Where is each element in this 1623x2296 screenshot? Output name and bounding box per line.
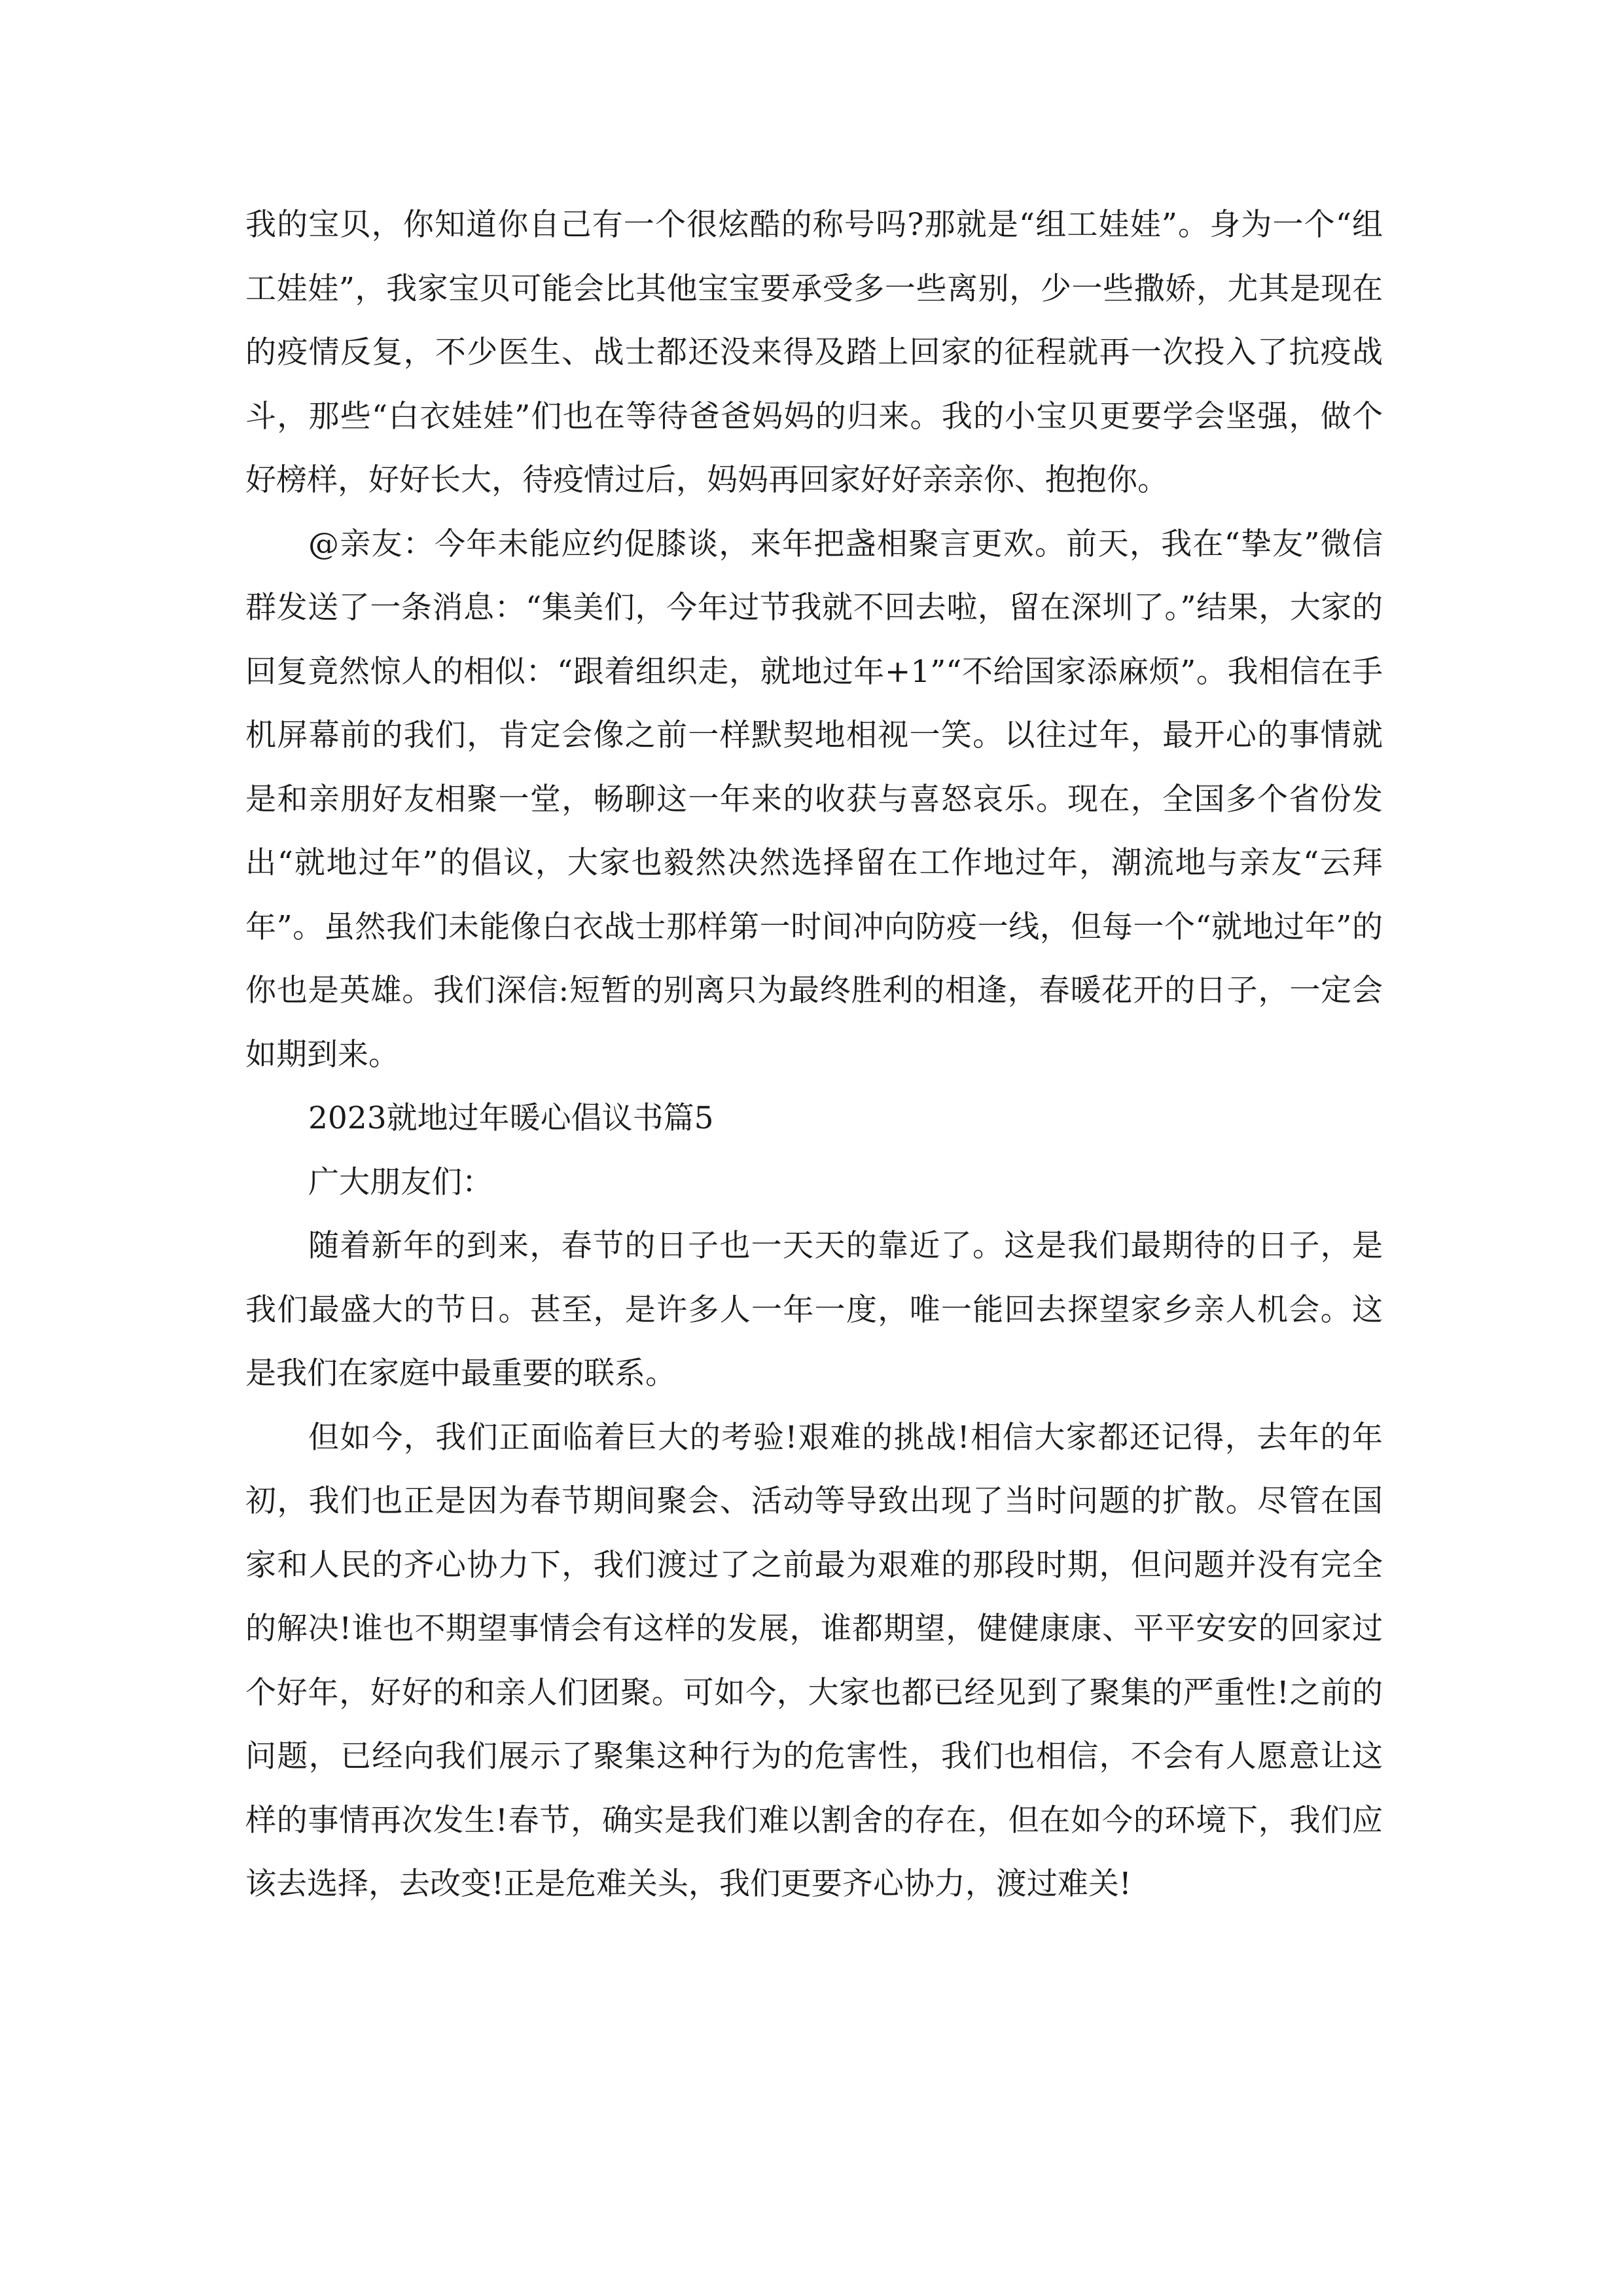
paragraph-letter-to-baby: 我的宝贝，你知道你自己有一个很炫酷的称号吗?那就是“组工娃娃”。身为一个“组工娃娃”，我家宝贝可能会比其他宝宝要承受多一些离别，少一些撒娇，尤其是现在的疫情反复，不少医生、战士都还没来得及踏上回家的征程就再一次投入了抗疫战斗，那些“白衣娃娃”们也在等待爸爸妈妈的归来。我的小宝贝更要学会坚强，做个好榜样，好好长大，待疫情过后，妈妈再回家好好亲亲你、抱抱你。 <box>245 207 1383 498</box>
paragraph-new-year: 随着新年的到来，春节的日子也一天天的靠近了。这是我们最期待的日子，是我们最盛大的节日。甚至，是许多人一年一度，唯一能回去探望家乡亲人机会。这是我们在家庭中最重要的联系。 <box>245 1228 1383 1391</box>
document-body <box>245 193 1383 1916</box>
section-title: 2023就地过年暖心倡议书篇5 <box>308 1100 714 1136</box>
paragraph-challenge: 但如今，我们正面临着巨大的考验!艰难的挑战!相信大家都还记得，去年的年初，我们也正是因为春节期间聚会、活动等导致出现了当时问题的扩散。尽管在国家和人民的齐心协力下，我们渡过了之前最为艰难的那段时期，但问题并没有完全的解决!谁也不期望事情会有这样的发展，谁都期望，健健康康、平平安安的回家过个好年，好好的和亲人们团聚。可如今，大家也都已经见到了聚集的严重性!之前的问题，已经向我们展示了聚集这种行为的危害性，我们也相信，不会有人愿意让这样的事情再次发生!春节，确实是我们难以割舍的存在，但在如今的环境下，我们应该去选择，去改变!正是危难关头，我们更要齐心协力，渡过难关! <box>245 1419 1383 1902</box>
salutation: 广大朋友们： <box>308 1164 493 1200</box>
paragraph-letter-to-friends: @亲友：今年未能应约促膝谈，来年把盏相聚言更欢。前天，我在“挚友”微信群发送了一条消息：“集美们，今年过节我就不回去啦，留在深圳了。”结果，大家的回复竟然惊人的相似：“跟着组织走，就地过年+1”“不给国家添麻烦”。我相信在手机屏幕前的我们，肯定会像之前一样默契地相视一笑。以往过年，最开心的事情就是和亲朋好友相聚一堂，畅聊这一年来的收获与喜怒哀乐。现在，全国多个省份发出“就地过年”的倡议，大家也毅然决然选择留在工作地过年，潮流地与亲友“云拜年”。虽然我们未能像白衣战士那样第一时间冲向防疫一线，但每一个“就地过年”的你也是英雄。我们深信:短暂的别离只为最终胜利的相逢，春暖花开的日子，一定会如期到来。 <box>245 526 1383 1073</box>
